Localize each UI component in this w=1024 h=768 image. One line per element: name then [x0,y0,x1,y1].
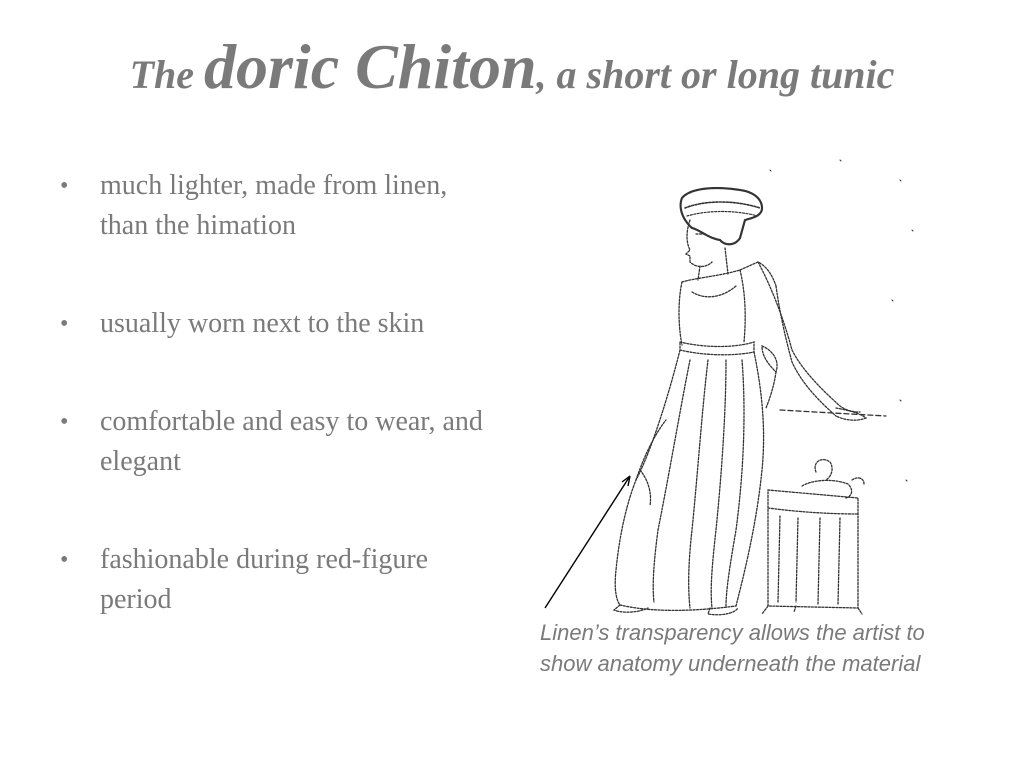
bullet-marker: • [60,173,69,199]
title-suffix: , a short or long tunic [536,52,895,97]
title-main: doric Chiton [204,31,537,102]
bullet-marker: • [60,311,69,337]
arrow-icon [545,476,630,608]
chiton-illustration [540,150,940,620]
bullet-text: fashionable during red-figure period [100,544,429,615]
bullet-item [60,166,500,246]
illustration-caption: Linen’s transparency allows the artist to show anatomy underneath the material [540,620,925,676]
bullet-item [60,304,500,344]
bullet-item [60,402,500,482]
slide-title [0,30,1024,104]
title-prefix: The [129,52,204,97]
bullet-text: usually worn next to the skin [100,308,425,339]
bullet-marker: • [60,547,69,573]
bullet-item [60,540,500,620]
bullet-text: comfortable and easy to wear, and elegant [100,406,483,477]
bullet-text: much lighter, made from linen, than the himation [100,170,448,241]
bullet-marker: • [60,409,69,435]
bullet-list [60,166,500,678]
